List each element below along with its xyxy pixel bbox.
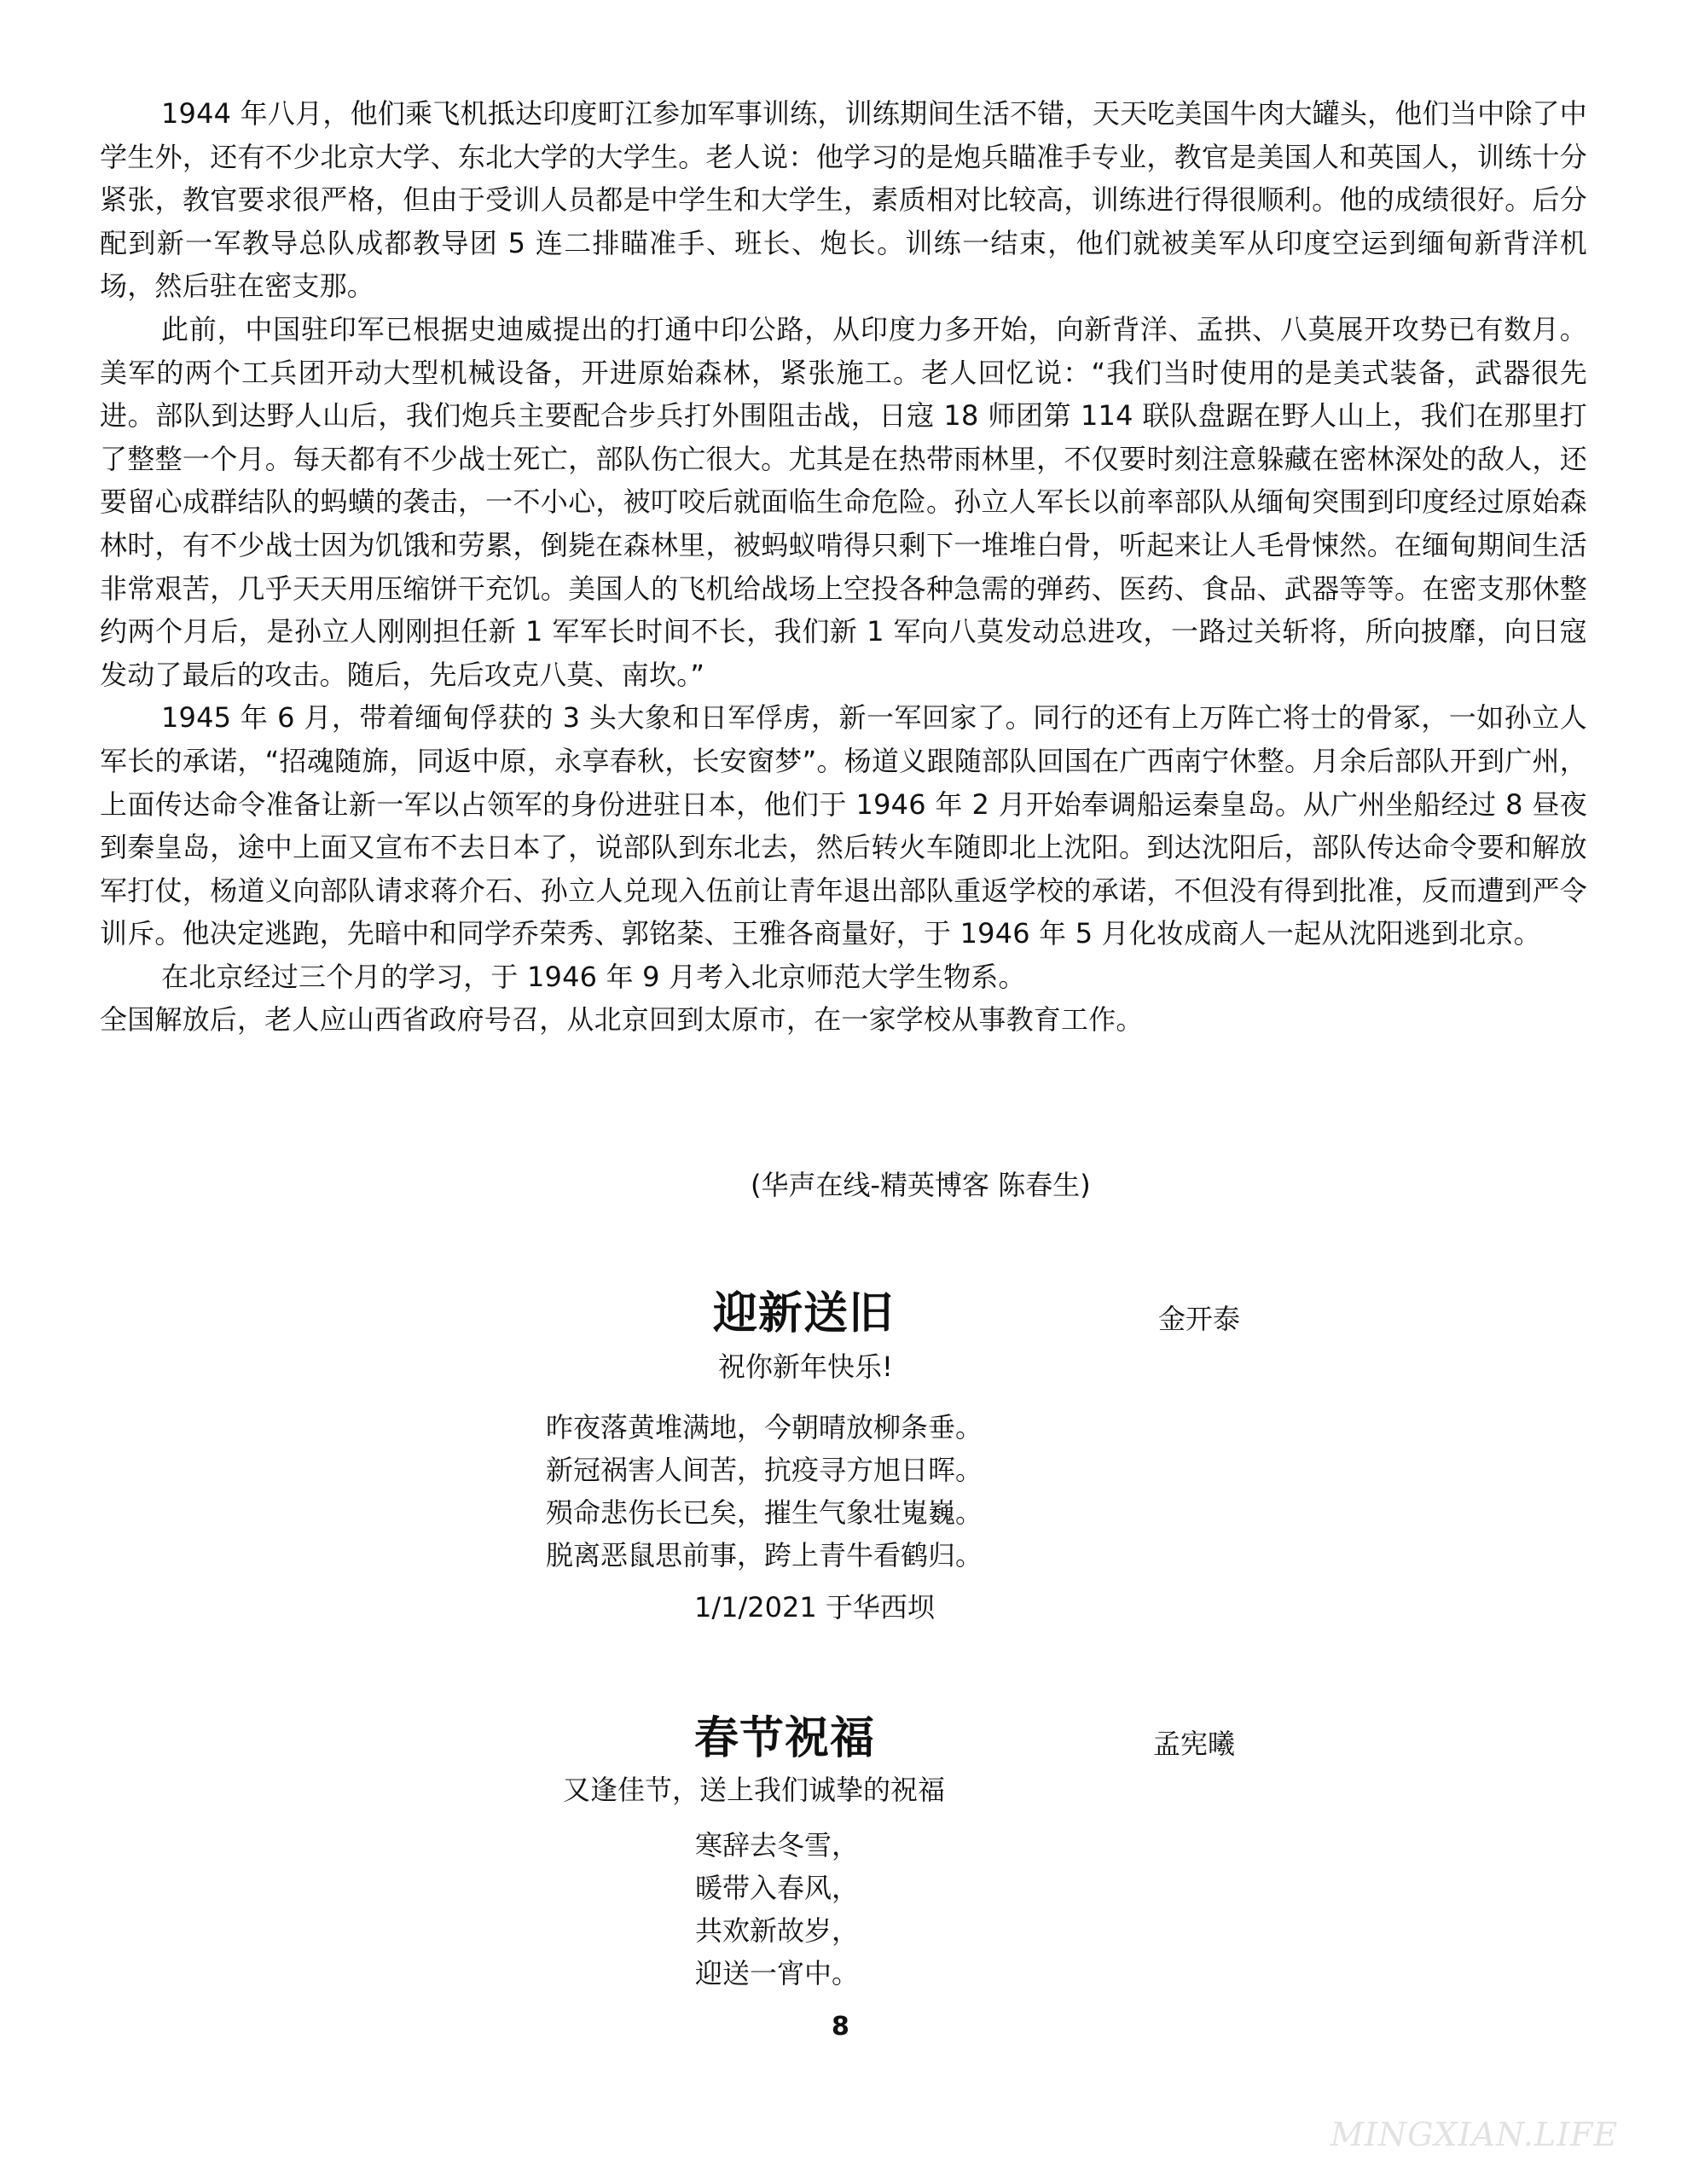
poem1-author: 金开泰 <box>1158 1303 1241 1335</box>
poem2-line-1: 寒辞去冬雪， <box>695 1829 860 1862</box>
poem1-line-1: 昨夜落黄堆满地，今朝晴放柳条垂。 <box>546 1411 983 1443</box>
poem1-line-2: 新冠祸害人间苦，抗疫寻方旭日晖。 <box>546 1454 983 1486</box>
poem1-line-4: 脱离恶鼠思前事，跨上青牛看鹤归。 <box>546 1539 983 1571</box>
article-source: (华声在线-精英博客 陈春生) <box>751 1169 1091 1201</box>
page-number: 8 <box>832 2012 849 2042</box>
poem2-subtitle: 又逢佳节，送上我们诚挚的祝福 <box>563 1774 946 1806</box>
poem2-line-4: 迎送一宵中。 <box>695 1957 860 1989</box>
poem1-line-3: 殒命悲伤长已矣，摧生气象壮嵬巍。 <box>546 1496 983 1529</box>
poem2-lines <box>695 1824 859 1995</box>
poem1-lines <box>546 1406 983 1577</box>
article-paragraph-5: 全国解放后，老人应山西省政府号召，从北京回到太原市，在一家学校从事教育工作。 <box>100 1003 1144 1037</box>
article-paragraph-2: 此前，中国驻印军已根据史迪威提出的打通中印公路，从印度力多开始，向新背洋、孟拱、八莫展开攻势已有数月。美军的两个工兵团开动大型机械设备，开进原始森林，紧张施工。老人回忆说：“我们当时使用的是美式装备，武器很先进。部队到达野人山后，我们炮兵主要配合步兵打外围阻击战，日寇 18 师团第 114 联队盘踞在野人山上，我们在那里打了整整一个月。每天都有不少战士死亡，部队伤亡很大。尤其是在热带雨林里，不仅要时刻注意躲藏在密林深处的敌人，还要留心成群结队的蚂蟥的袭击，一不小心，被叮咬后就面临生命危险。孙立人军长以前率部队从缅甸突围到印度经过原始森林时，有不少战士因为饥饿和劳累，倒毙在森林里，被蚂蚁啃得只剩下一堆堆白骨，听起来让人毛骨悚然。在缅甸期间生活非常艰苦，几乎天天用压缩饼干充饥。美国人的飞机给战场上空投各种急需的弹药、医药、食品、武器等等。在密支那休整约两个月后，是孙立人刚刚担任新 1 军军长时间不长，我们新 1 军向八莫发动总进攻，一路过关斩将，所向披靡，向日寇发动了最后的攻击。随后，先后攻克八莫、南坎。” <box>100 312 1587 691</box>
poem1-title: 迎新送旧 <box>713 1288 895 1339</box>
site-watermark: MINGXIAN.LIFE <box>1330 2116 1619 2153</box>
poem1-date: 1/1/2021 于华西坝 <box>694 1591 935 1623</box>
poem2-line-2: 暖带入春风， <box>695 1872 860 1904</box>
article-paragraph-3: 1945 年 6 月，带着缅甸俘获的 3 头大象和日军俘虏，新一军回家了。同行的还有上万阵亡将士的骨冢，一如孙立人军长的承诺，“招魂随旆，同返中原，永享春秋，长安窗梦”。杨道义跟随部队回国在广西南宁休整。月余后部队开到广州，上面传达命令准备让新一军以占领军的身份进驻日本，他们于 1946 年 2 月开始奉调船运秦皇岛。从广州坐船经过 8 昼夜到秦皇岛，途中上面又宣布不去日本了，说部队到东北去，然后转火车随即北上沈阳。到达沈阳后，部队传达命令要和解放军打仗，杨道义向部队请求蒋介石、孙立人兑现入伍前让青年退出部队重返学校的承诺，不但没有得到批准，反而遭到严令训斥。他决定逃跑，先暗中和同学乔荣秀、郭铭棻、王雅各商量好，于 1946 年 5 月化妆成商人一起从沈阳逃到北京。 <box>100 701 1587 950</box>
article-body <box>100 92 1587 1042</box>
article-paragraph-4: 在北京经过三个月的学习，于 1946 年 9 月考入北京师范大学生物系。 <box>161 960 1026 993</box>
article-paragraph-1: 1944 年八月，他们乘飞机抵达印度町江参加军事训练，训练期间生活不错，天天吃美国牛肉大罐头，他们当中除了中学生外，还有不少北京大学、东北大学的大学生。老人说：他学习的是炮兵瞄准手专业，教官是美国人和英国人，训练十分紧张，教官要求很严格，但由于受训人员都是中学生和大学生，素质相对比较高，训练进行得很顺利。他的成绩很好。后分配到新一军教导总队成都教导团 5 连二排瞄准手、班长、炮长。训练一结束，他们就被美军从印度空运到缅甸新背洋机场，然后驻在密支那。 <box>100 97 1587 303</box>
poem2-title: 春节祝福 <box>694 1713 876 1764</box>
poem1-subtitle: 祝你新年快乐! <box>718 1350 893 1383</box>
poem2-author: 孟宪曦 <box>1153 1728 1236 1760</box>
poem2-line-3: 共欢新故岁， <box>695 1914 860 1947</box>
